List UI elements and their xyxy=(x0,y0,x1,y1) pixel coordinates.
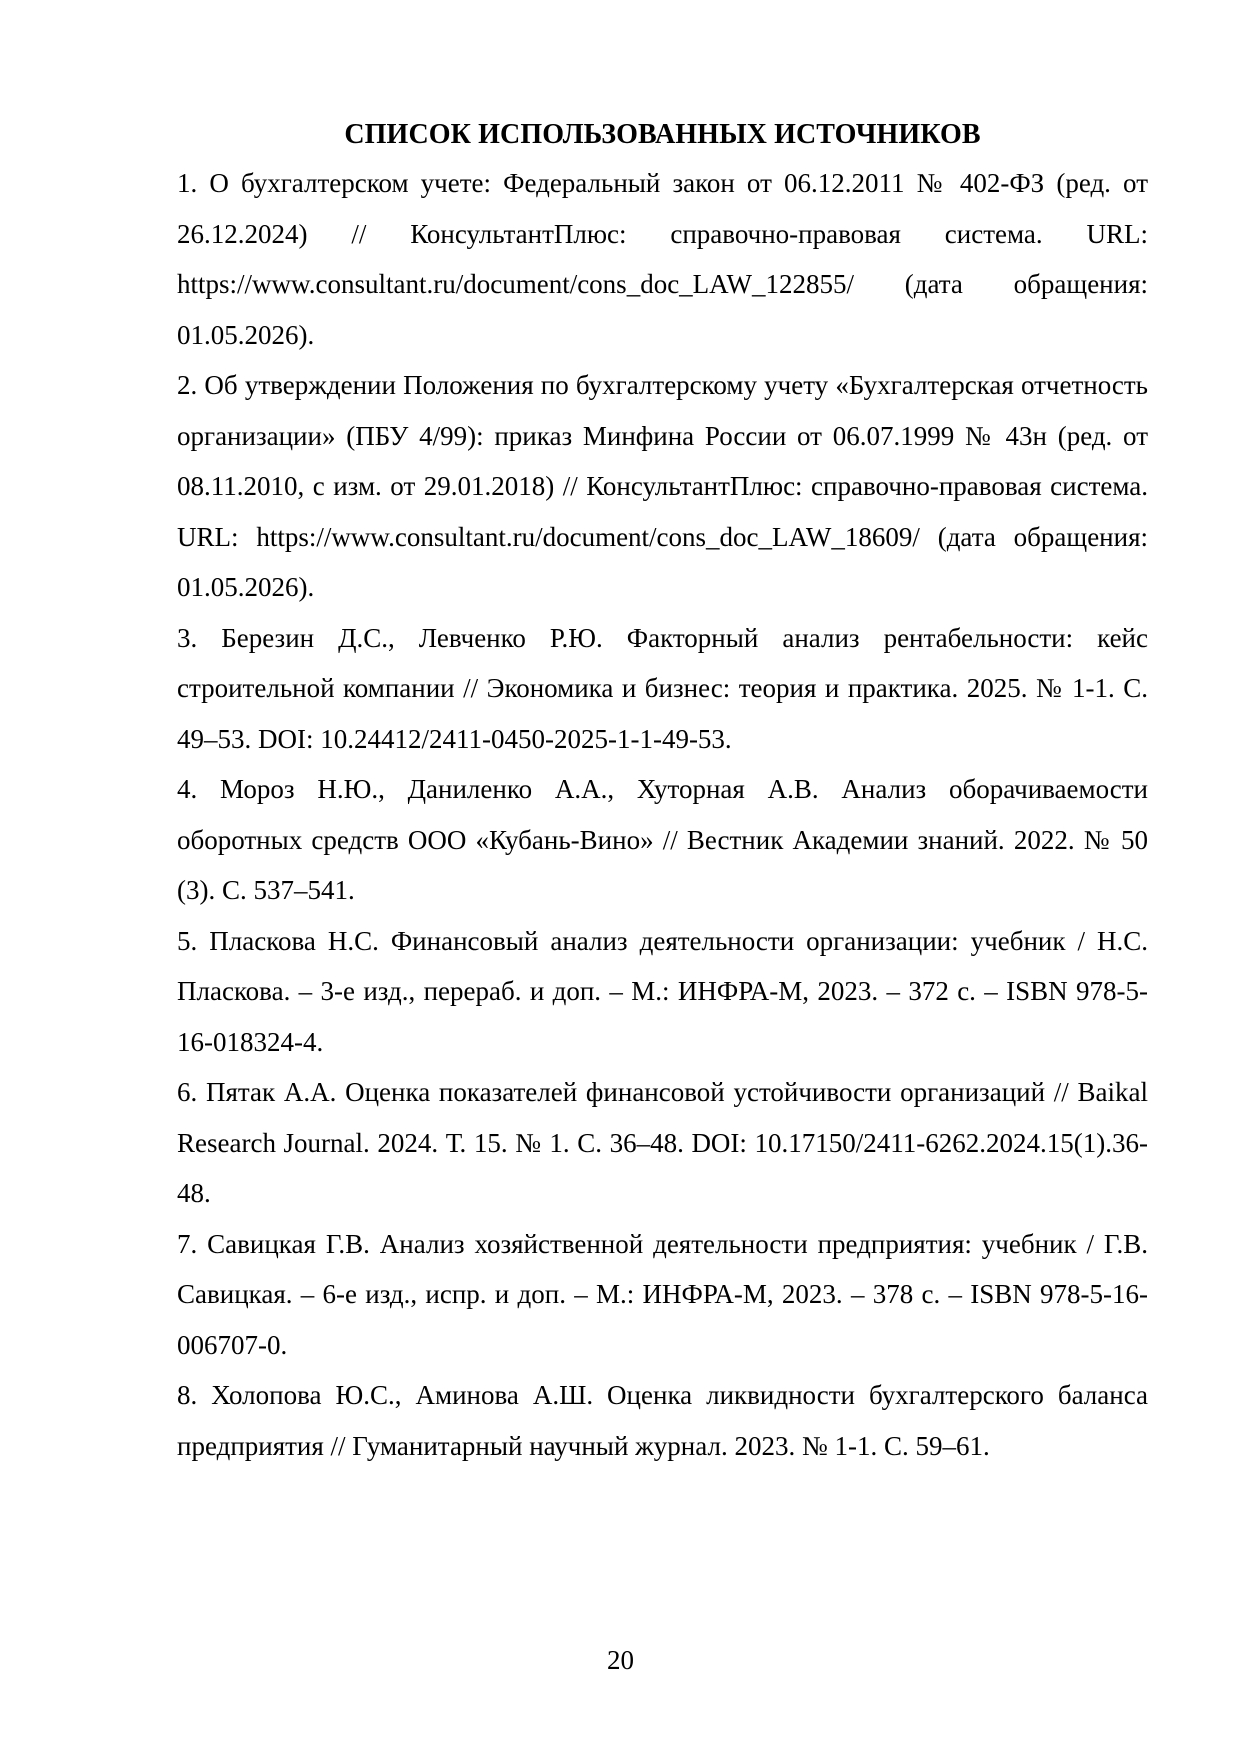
reference-item-4: 4. Мороз Н.Ю., Даниленко А.А., Хуторная А.В. Анализ оборачиваемости оборотных средств ООО «Кубань-Вино» // Вестник Академии знаний. 2022. № 50 (3). С. 537–541. xyxy=(177,774,1148,905)
page-content xyxy=(177,112,1148,1471)
reference-item-7: 7. Савицкая Г.В. Анализ хозяйственной деятельности предприятия: учебник / Г.В. Савицкая. – 6-е изд., испр. и доп. – М.: ИНФРА-М, 2023. – 378 с. – ISBN 978-5-16-006707-0. xyxy=(177,1228,1148,1360)
reference-list xyxy=(177,158,1148,1471)
page-title: СПИСОК ИСПОЛЬЗОВАННЫХ ИСТОЧНИКОВ xyxy=(344,119,981,150)
reference-item-8: 8. Холопова Ю.С., Аминова А.Ш. Оценка ликвидности бухгалтерского баланса предприятия // Гуманитарный научный журнал. 2023. № 1-1. С. 59–61. xyxy=(177,1380,1148,1461)
reference-item-5: 5. Пласкова Н.С. Финансовый анализ деятельности организации: учебник / Н.С. Пласкова. – 3-е изд., перераб. и доп. – М.: ИНФРА-М, 2023. – 372 с. – ISBN 978-5-16-018324-4. xyxy=(177,925,1148,1057)
reference-item-3: 3. Березин Д.С., Левченко Р.Ю. Факторный анализ рентабельности: кейс строительной компании // Экономика и бизнес: теория и практика. 2025. № 1-1. С. 49–53. DOI: 10.24412/2411-0450-2025-1-1-49-53. xyxy=(177,622,1148,754)
reference-item-2: 2. Об утверждении Положения по бухгалтерскому учету «Бухгалтерская отчетность организации» (ПБУ 4/99): приказ Минфина России от 06.07.1999 № 43н (ред. от 08.11.2010, с изм. от 29.01.2018) // КонсультантПлюс: справочно-правовая система. URL: https://www.consultant.ru/document/cons_doc_LAW_18609/ (дата обращения: 01.05.2026). xyxy=(177,370,1148,602)
reference-item-6: 6. Пятак А.А. Оценка показателей финансовой устойчивости организаций // Baikal Research Journal. 2024. Т. 15. № 1. С. 36–48. DOI: 10.17150/2411-6262.2024.15(1).36-48. xyxy=(177,1077,1148,1208)
page-number: 20 xyxy=(607,1645,634,1675)
reference-item-1: 1. О бухгалтерском учете: Федеральный закон от 06.12.2011 № 402-ФЗ (ред. от 26.12.2024) // КонсультантПлюс: справочно-правовая система. URL: https://www.consultant.ru/document/cons_doc_LAW_122855/ (дата обращения: 01.05.2026). xyxy=(177,168,1148,350)
